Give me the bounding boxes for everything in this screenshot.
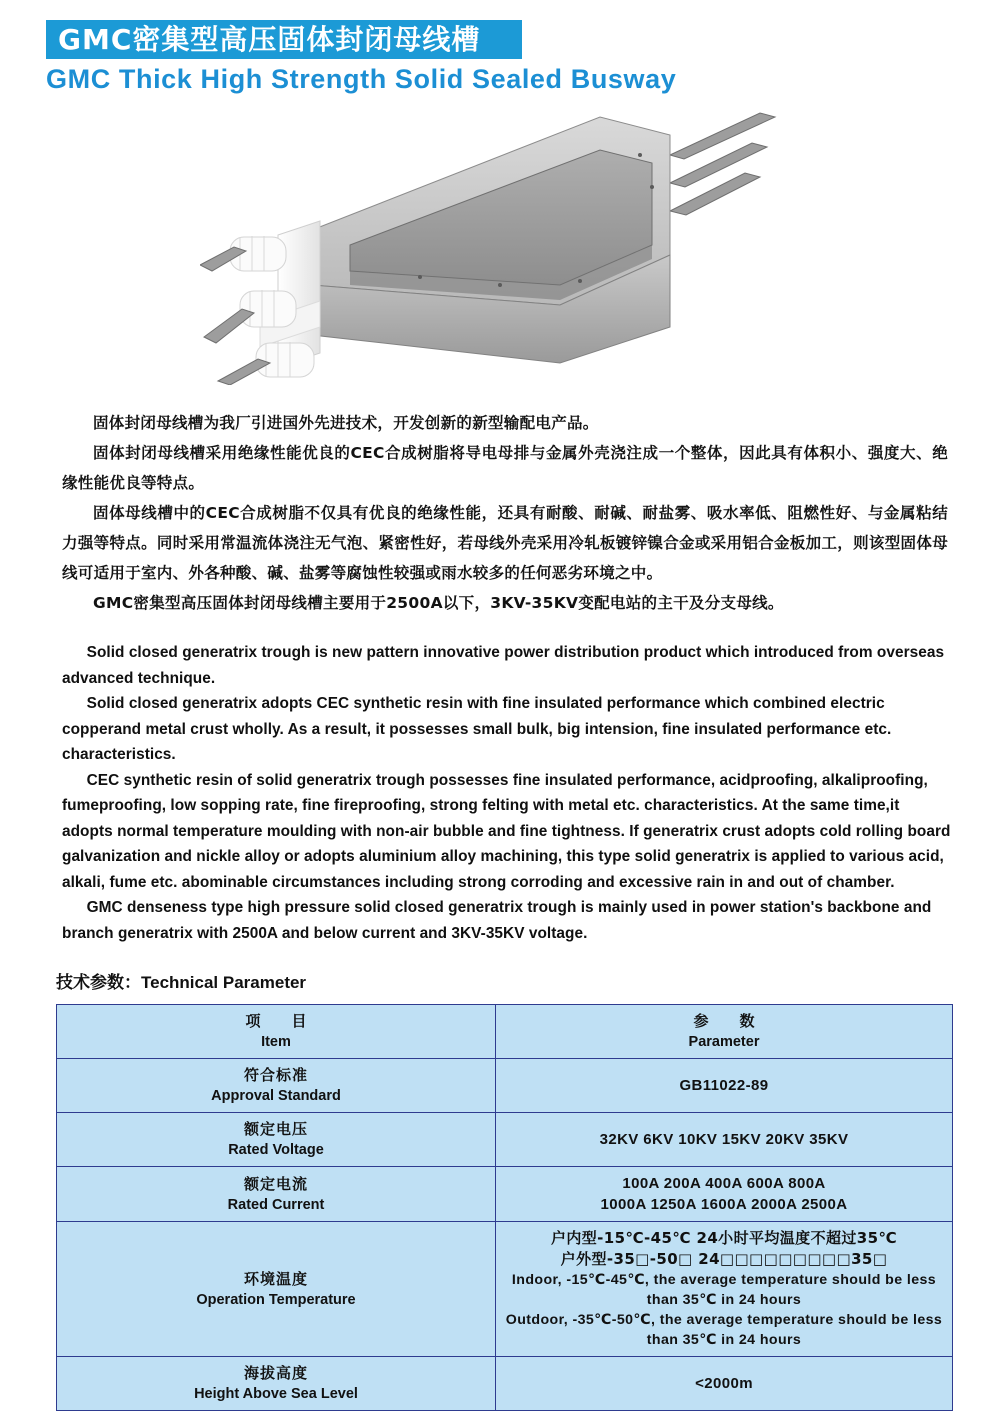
header-item-en: Item	[261, 1034, 291, 1050]
row-label-height-above-sea-level	[57, 1357, 496, 1411]
row-value-line: 1000A 1250A 1600A 2000A 2500A	[600, 1196, 848, 1213]
row-label-rated-voltage	[57, 1113, 496, 1167]
table-row	[57, 1222, 953, 1357]
table-row	[57, 1113, 953, 1167]
header-parameter-en: Parameter	[688, 1034, 760, 1050]
row-value-rated-voltage	[496, 1113, 953, 1167]
row-value-approval-standard	[496, 1059, 953, 1113]
row-value-line: Indoor, -15℃-45℃, the average temperature should be less than 35℃ in 24 hours	[511, 1272, 937, 1308]
row-label-en: Rated Voltage	[228, 1142, 324, 1158]
row-label-operation-temperature	[57, 1222, 496, 1357]
page-title-english: GMC Thick High Strength Solid Sealed Busway	[46, 64, 677, 94]
english-paragraph: Solid closed generatrix adopts CEC synthetic resin with fine insulated performance which combined electric copperand metal crust wholly. As a result, it possesses small bulk, big intension, fine insulated performance etc. characteristics.	[62, 695, 892, 763]
table-row	[57, 1059, 953, 1113]
chinese-paragraph: 固体封闭母线槽采用绝缘性能优良的CEC合成树脂将导电母排与金属外壳浇注成一个整体，因此具有体积小、强度大、绝缘性能优良等特点。	[62, 444, 948, 492]
row-value-operation-temperature	[496, 1222, 953, 1357]
header-cell-item	[57, 1005, 496, 1059]
row-label-cn: 符合标准	[243, 1066, 308, 1084]
header-cell-parameter	[496, 1005, 953, 1059]
chinese-paragraph: 固体母线槽中的CEC合成树脂不仅具有优良的绝缘性能，还具有耐酸、耐碱、耐盐雾、吸水率低、阻燃性好、与金属粘结力强等特点。同时采用常温流体浇注无气泡、紧密性好，若母线外壳采用冷轧板镀锌镍合金或采用铝合金板加工，则该型固体母线可适用于室内、外各种酸、碱、盐雾等腐蚀性较强或雨水较多的任何恶劣环境之中。	[62, 504, 948, 582]
header-parameter-cn: 参 数	[693, 1012, 763, 1030]
busway-illustration	[200, 95, 820, 385]
row-value-rated-current	[496, 1167, 953, 1222]
english-paragraph: CEC synthetic resin of solid generatrix trough possesses fine insulated performance, acidproofing, alkaliproofing, fumeproofing, low sopping rate, fine fireproofing, strong felting with metal etc. characteristics. At the same time,it adopts normal temperature moulding with non-air bubble and fine tightness. If generatrix crust adopts cold rolling board galvanization and nickle alloy or adopts aluminium alloy machining, this type solid generatrix is applied to various acid, alkali, fume etc. abominable circumstances including strong corroding and excessive rain in and out of chamber.	[62, 771, 951, 891]
row-label-cn: 额定电压	[243, 1120, 308, 1138]
row-label-en: Operation Temperature	[196, 1291, 356, 1308]
row-label-en: Height Above Sea Level	[194, 1386, 358, 1402]
product-photo	[200, 95, 820, 385]
row-label-en: Rated Current	[227, 1196, 325, 1213]
english-paragraph: Solid closed generatrix trough is new pattern innovative power distribution product which introduced from overseas advanced technique.	[62, 644, 945, 687]
caption-chinese: 技术参数：	[56, 973, 141, 993]
row-value-line: 32KV 6KV 10KV 15KV 20KV 35KV	[599, 1131, 849, 1148]
table-row	[57, 1167, 953, 1222]
row-label-approval-standard	[57, 1059, 496, 1113]
page-title-chinese: GMC密集型高压固体封闭母线槽	[58, 23, 481, 56]
english-paragraph: GMC denseness type high pressure solid closed generatrix trough is mainly used in power station's backbone and branch generatrix with 2500A and below current and 3KV-35KV voltage.	[62, 899, 932, 942]
row-value-line: GB11022-89	[679, 1077, 769, 1094]
caption-english: Technical Parameter	[141, 973, 307, 992]
row-label-cn: 环境温度	[243, 1269, 308, 1288]
row-value-line: 户内型-15℃-45℃ 24小时平均温度不超过35℃	[550, 1229, 898, 1247]
technical-parameter-caption	[56, 968, 306, 993]
technical-parameter-table	[56, 1004, 953, 1411]
table-row	[57, 1357, 953, 1411]
chinese-paragraph: GMC密集型高压固体封闭母线槽主要用于2500A以下，3KV-35KV变配电站的主干及分支母线。	[93, 594, 784, 612]
row-value-line: <2000m	[695, 1375, 753, 1392]
trough-body	[312, 117, 670, 363]
row-value-height-above-sea-level	[496, 1357, 953, 1411]
row-label-cn: 额定电流	[243, 1174, 308, 1193]
header-item-cn: 项 目	[245, 1012, 315, 1030]
chinese-description	[62, 408, 948, 618]
row-value-line: 100A 200A 400A 600A 800A	[622, 1175, 826, 1192]
terminal-blades-right	[670, 113, 775, 215]
table-header-row	[57, 1005, 953, 1059]
english-description	[62, 640, 954, 946]
row-label-cn: 海拔高度	[243, 1364, 308, 1382]
row-label-rated-current	[57, 1167, 496, 1222]
chinese-paragraph: 固体封闭母线槽为我厂引进国外先进技术，开发创新的新型输配电产品。	[93, 414, 599, 432]
row-value-line: 户外型-35□-50□ 24□□□□□□□□□35□	[560, 1250, 888, 1268]
row-value-line: Outdoor, -35℃-50℃, the average temperature should be less than 35℃ in 24 hours	[505, 1312, 943, 1348]
row-label-en: Approval Standard	[211, 1088, 341, 1104]
